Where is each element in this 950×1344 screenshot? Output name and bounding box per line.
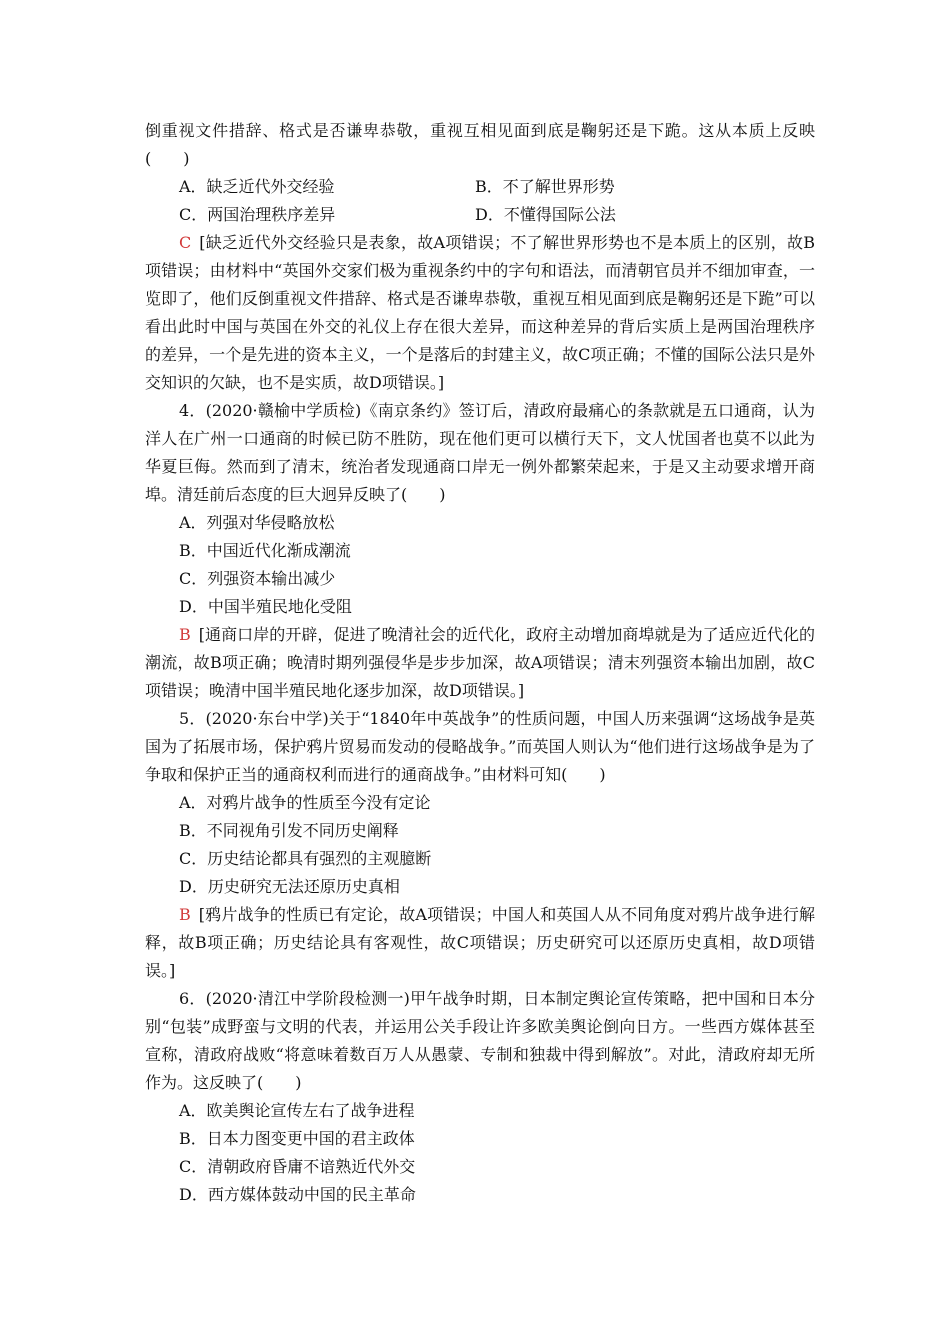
q4-option-a: A．列强对华侵略放松: [179, 513, 335, 532]
q5-option-c: C．历史结论都具有强烈的主观臆断: [179, 849, 432, 868]
q6-option-d: D．西方媒体鼓动中国的民主革命: [179, 1185, 416, 1204]
q3-answer: C: [179, 233, 192, 252]
question-content: [145, 117, 815, 1209]
q6-option-b: B．日本力图变更中国的君主政体: [179, 1129, 415, 1148]
q4-explanation: [通商口岸的开辟，促进了晚清社会的近代化，政府主动增加商埠就是为了适应近代化的潮流，故B项正确；晚清时期列强侵华是步步加深，故A项错误；清末列强资本输出加剧，故C项错误；晚清中国半殖民地化逐步加深，故D项错误。]: [145, 625, 815, 700]
q3-stem: 倒重视文件措辞、格式是否谦卑恭敬，重视互相见面到底是鞠躬还是下跪。这从本质上反映( ): [145, 121, 815, 168]
q3-option-c: C．两国治理秩序差异: [179, 205, 336, 224]
q3-option-a: A．缺乏近代外交经验: [179, 177, 335, 196]
q3-explanation: [缺乏近代外交经验只是表象，故A项错误；不了解世界形势也不是本质上的区别，故B项错误；由材料中“英国外交家们极为重视条约中的字句和语法，而清朝官员并不细加审查，一览即了，他们反倒重视文件措辞、格式是否谦卑恭敬，重视互相见面到底是鞠躬还是下跪”可以看出此时中国与英国在外交的礼仪上存在很大差异，而这种差异的背后实质上是两国治理秩序的差异，一个是先进的资本主义，一个是落后的封建主义，故C项正确；不懂的国际公法只是外交知识的欠缺，也不是实质，故D项错误。]: [145, 233, 815, 392]
q3-options-row-2: [145, 201, 815, 229]
q3-option-b: B．不了解世界形势: [475, 177, 615, 196]
q5-answer-explanation: [145, 901, 815, 985]
q3-option-d: D．不懂得国际公法: [475, 205, 616, 224]
q4-option-d: D．中国半殖民地化受阻: [179, 597, 352, 616]
q5-answer: B: [179, 905, 191, 924]
q6-option-a: A．欧美舆论宣传左右了战争进程: [179, 1101, 415, 1120]
q3-answer-explanation: [145, 229, 815, 397]
q4-stem: 4．(2020·赣榆中学质检)《南京条约》签订后，清政府最痛心的条款就是五口通商，认为洋人在广州一口通商的时候已防不胜防，现在他们更可以横行天下，文人忧国者也莫不以此为华夏巨侮。然而到了清末，统治者发现通商口岸无一例外都繁荣起来，于是又主动要求增开商埠。清廷前后态度的巨大迥异反映了( ): [145, 401, 815, 504]
q5-option-b: B．不同视角引发不同历史阐释: [179, 821, 399, 840]
q4-answer: B: [179, 625, 191, 644]
q5-stem: 5．(2020·东台中学)关于“1840年中英战争”的性质问题，中国人历来强调“这场战争是英国为了拓展市场，保护鸦片贸易而发动的侵略战争。”而英国人则认为“他们进行这场战争是为了争取和保护正当的通商权利而进行的通商战争。”由材料可知( ): [145, 709, 815, 784]
q5-option-d: D．历史研究无法还原历史真相: [179, 877, 400, 896]
q4-option-c: C．列强资本输出减少: [179, 569, 336, 588]
q4-answer-explanation: [145, 621, 815, 705]
q6-stem: 6．(2020·清江中学阶段检测一)甲午战争时期，日本制定舆论宣传策略，把中国和日本分别“包装”成野蛮与文明的代表，并运用公关手段让许多欧美舆论倒向日方。一些西方媒体甚至宣称，清政府战败“将意味着数百万人从愚蒙、专制和独裁中得到解放”。对此，清政府却无所作为。这反映了( ): [145, 989, 815, 1092]
q5-explanation: [鸦片战争的性质已有定论，故A项错误；中国人和英国人从不同角度对鸦片战争进行解释，故B项正确；历史结论具有客观性，故C项错误；历史研究可以还原历史真相，故D项错误。]: [145, 905, 815, 980]
q3-options-row-1: [145, 173, 815, 201]
q4-option-b: B．中国近代化渐成潮流: [179, 541, 351, 560]
q5-option-a: A．对鸦片战争的性质至今没有定论: [179, 793, 431, 812]
q6-option-c: C．清朝政府昏庸不谙熟近代外交: [179, 1157, 416, 1176]
